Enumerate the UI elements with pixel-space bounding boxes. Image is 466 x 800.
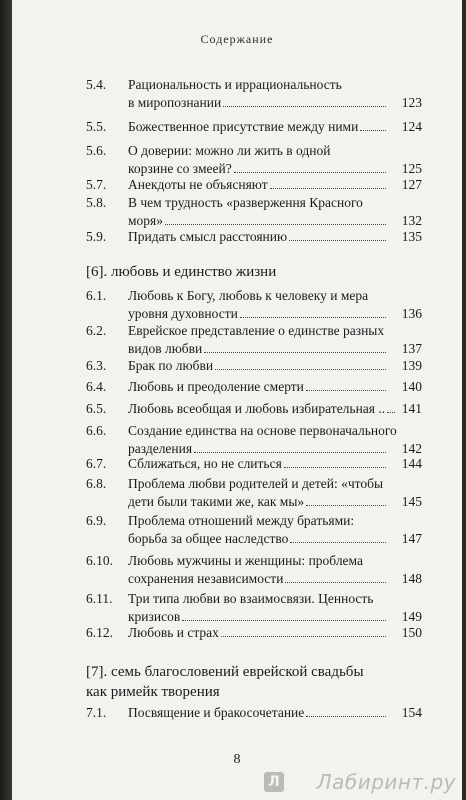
toc-entry-page: 123 <box>401 95 422 110</box>
toc-entry-number: 6.10. <box>86 553 113 568</box>
toc-entry-page: 137 <box>401 341 422 356</box>
toc-entry <box>86 422 422 458</box>
leader-dots <box>182 620 386 621</box>
toc-entry-title: Проблема отношений между братьями: <box>128 513 355 528</box>
toc-entry-title: Брак по любви <box>128 358 214 373</box>
toc-entry-number: 5.8. <box>86 195 107 210</box>
leader-dots <box>306 505 386 506</box>
toc-entry-page: 136 <box>401 306 422 321</box>
toc-entry-number: 6.7. <box>86 456 107 471</box>
toc-entry-number: 6.6. <box>86 423 107 438</box>
toc-entry-page: 150 <box>401 625 422 640</box>
toc-entry-title: Любовь всеобщая и любовь избирательная .. <box>128 401 386 416</box>
watermark-text: Лабиринт.ру <box>316 770 456 794</box>
leader-dots <box>221 636 386 637</box>
leader-dots <box>215 369 386 370</box>
toc-entry-title: в миропознании <box>128 95 222 110</box>
leader-dots <box>204 352 386 353</box>
chapter-title-line: как римейк творения <box>86 684 220 700</box>
toc-entry-page: 125 <box>401 161 422 176</box>
toc-entry-title: Три типа любви во взаимосвязи. Ценность <box>128 591 374 606</box>
toc-entry-page: 135 <box>401 229 422 244</box>
chapter-title: [6]. любовь и единство жизни <box>86 264 277 280</box>
toc-entry <box>86 142 422 178</box>
leader-dots <box>223 106 386 107</box>
toc-entry-page: 149 <box>401 609 422 624</box>
book-spine-shadow <box>0 0 12 800</box>
toc-entry-number: 6.5. <box>86 401 107 416</box>
toc-entry <box>86 76 422 112</box>
toc-entry-title: корзине со змеей? <box>128 161 232 176</box>
toc-entry-number: 5.7. <box>86 177 107 192</box>
toc-entry-title: кризисов <box>128 609 181 624</box>
leader-dots <box>234 172 386 173</box>
chapter-heading-6 <box>86 262 276 282</box>
toc-entry-title: Любовь и страх <box>128 625 219 640</box>
toc-entry-number: 6.2. <box>86 323 107 338</box>
toc-entry-page: 141 <box>401 401 422 416</box>
toc-entry-title: видов любви <box>128 341 203 356</box>
toc-entry-title: Сближаться, но не слиться <box>128 456 282 471</box>
toc-entry-title: О доверии: можно ли жить в одной <box>128 143 331 158</box>
toc-entry <box>86 455 422 473</box>
toc-entry-title: Еврейское представление о единстве разных <box>128 323 385 338</box>
chapter-heading-7 <box>86 662 364 702</box>
toc-entry <box>86 552 422 588</box>
toc-entry-title: разделения <box>128 441 193 456</box>
toc-entry-title: борьба за общее наследство <box>128 531 289 546</box>
toc-entry-page: 127 <box>401 177 422 192</box>
leader-dots <box>284 467 386 468</box>
toc-entry-page: 148 <box>401 571 422 586</box>
toc-entry-number: 6.9. <box>86 513 107 528</box>
toc-entry-number: 5.6. <box>86 143 107 158</box>
leader-dots <box>194 452 386 453</box>
toc-entry-number: 5.4. <box>86 77 107 92</box>
toc-entry-title: сохранения независимости <box>128 571 284 586</box>
toc-entry <box>86 194 422 230</box>
toc-entry-page: 124 <box>401 119 422 134</box>
toc-entry <box>86 475 422 511</box>
toc-entry-number: 6.11. <box>86 591 113 606</box>
chapter-title-line: [7]. семь благословений еврейской свадьбы <box>86 664 364 680</box>
toc-entry <box>86 624 422 642</box>
toc-entry-number: 6.12. <box>86 625 113 640</box>
toc-entry-title: В чем трудность «разверження Красного <box>128 195 363 210</box>
running-head: Содержание <box>200 32 274 46</box>
toc-entry-page: 140 <box>401 379 422 394</box>
leader-dots <box>306 390 386 391</box>
toc-entry-page: 132 <box>401 213 422 228</box>
toc-entry <box>86 322 422 358</box>
toc-entry-page: 142 <box>401 441 422 456</box>
toc-entry-number: 7.1. <box>86 705 107 720</box>
leader-dots <box>306 716 386 717</box>
leader-dots <box>289 240 386 241</box>
toc-entry-title: Придать смысл расстоянию <box>128 229 288 244</box>
page-number: 8 <box>233 752 241 767</box>
toc-entry-title: моря» <box>128 213 164 228</box>
toc-entry-page: 139 <box>401 358 422 373</box>
toc-entry <box>86 512 422 548</box>
toc-entry-title: Любовь к Богу, любовь к человеку и мера <box>128 288 369 303</box>
toc-entry-page: 144 <box>401 456 422 471</box>
toc-entry-title: Любовь и преодоление смерти <box>128 379 304 394</box>
leader-dots <box>360 130 386 131</box>
toc-entry-title: Проблема любви родителей и детей: «чтобы <box>128 476 384 491</box>
toc-entry-title: Анекдоты не объясняют <box>128 177 268 192</box>
toc-entry-number: 5.9. <box>86 229 107 244</box>
toc-entry-number: 6.1. <box>86 288 107 303</box>
toc-entry-title: Рациональность и иррациональность <box>128 77 342 92</box>
toc-entry <box>86 118 422 136</box>
toc-entry-page: 145 <box>401 494 422 509</box>
toc-entry <box>86 287 422 323</box>
leader-dots <box>165 224 386 225</box>
leader-dots <box>270 188 386 189</box>
book-page <box>12 0 462 800</box>
toc-entry-number: 6.8. <box>86 476 107 491</box>
toc-entry-title: уровня духовности <box>128 306 238 321</box>
leader-dots <box>285 582 386 583</box>
leader-dots <box>290 542 386 543</box>
toc-entry-title: Создание единства на основе первоначального <box>128 423 397 438</box>
toc-entry <box>86 400 422 418</box>
toc-entry-title: Посвящение и бракосочетание <box>128 705 305 720</box>
toc-entry-number: 6.3. <box>86 358 107 373</box>
toc-entry-title: Божественное присутствие между ними <box>128 119 359 134</box>
toc-entry <box>86 704 422 722</box>
toc-entry <box>86 228 422 246</box>
leader-dots <box>240 317 386 318</box>
toc-entry <box>86 357 422 375</box>
toc-entry-title: дети были такими же, как мы» <box>128 494 305 509</box>
watermark-logo: Л <box>264 772 284 792</box>
toc-entry-title: Любовь мужчины и женщины: проблема <box>128 553 363 568</box>
toc-entry-page: 147 <box>401 531 422 546</box>
toc-entry <box>86 590 422 626</box>
toc-entry-number: 5.5. <box>86 119 107 134</box>
toc-entry-page: 154 <box>401 705 422 720</box>
toc-entry-number: 6.4. <box>86 379 107 394</box>
leader-dots <box>387 412 395 413</box>
toc-entry <box>86 378 422 396</box>
toc-entry <box>86 176 422 194</box>
